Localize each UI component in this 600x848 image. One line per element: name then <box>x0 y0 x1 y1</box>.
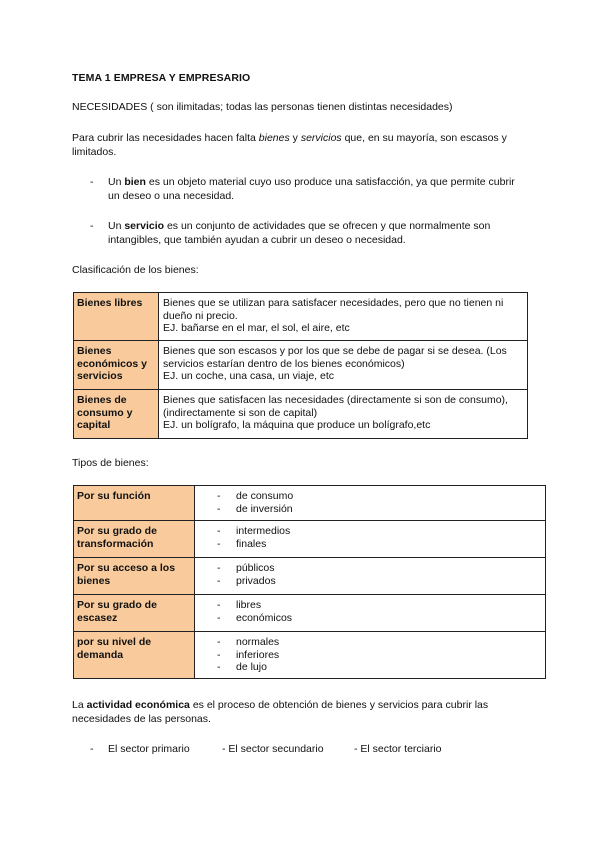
row-header: Por su grado de transformación <box>74 521 195 558</box>
clasificacion-label: Clasificación de los bienes: <box>72 264 199 276</box>
list-item: - finales <box>217 537 267 550</box>
list-item: - económicos <box>217 611 293 624</box>
row-content <box>159 341 528 390</box>
actividad-post: es el proceso de obtención de bienes y servicios para cubrir las necesidades de las personas. <box>72 699 489 725</box>
bullet-pre: Un <box>108 220 125 232</box>
row-header: Bienes libres <box>74 293 159 341</box>
cubrir-paragraph <box>72 131 532 159</box>
sector-secundario: - El sector secundario <box>222 743 324 755</box>
clasificacion-table <box>73 292 528 439</box>
sector-dash: - <box>90 743 94 755</box>
bullet-pre: Un <box>108 176 125 188</box>
row-content <box>195 486 546 521</box>
row-line: Bienes que satisfacen las necesidades (directamente si son de consumo),(indirectamente si son de capital) <box>163 394 508 419</box>
row-content <box>159 293 528 341</box>
list-item: - de lujo <box>217 661 267 673</box>
bullet-text <box>108 175 518 203</box>
actividad-term: actividad económica <box>86 699 190 711</box>
row-line: Bienes que son escasos y por los que se debe de pagar si se desea. (Los servicios estarían dentro de los bienes económicos) <box>163 345 507 370</box>
actividad-pre: La <box>72 699 87 711</box>
table-row <box>74 558 546 595</box>
table-row <box>74 293 528 341</box>
row-line: Bienes que se utilizan para satisfacer necesidades, pero que no tienen ni dueño ni precio. <box>163 297 504 322</box>
row-header: Bienes económicos y servicios <box>74 341 159 390</box>
row-content <box>195 558 546 595</box>
row-content <box>195 632 546 679</box>
sector-terciario: - El sector terciario <box>354 743 442 755</box>
list-item: - públicos <box>217 562 275 574</box>
row-content <box>195 595 546 632</box>
table-row <box>74 632 546 679</box>
row-header: por su nivel de demanda <box>74 632 195 679</box>
table-row <box>74 341 528 390</box>
row-header: Por su función <box>74 486 195 521</box>
table-row <box>74 595 546 632</box>
table-row <box>74 486 546 521</box>
bullet-text <box>108 219 518 247</box>
cubrir-y: y <box>289 132 301 144</box>
row-content <box>159 390 528 439</box>
row-line: EJ. un coche, una casa, un viaje, etc <box>163 370 335 382</box>
necesidades-paragraph: NECESIDADES ( son ilimitadas; todas las personas tienen distintas necesidades) <box>72 101 453 113</box>
list-item: - de inversión <box>217 502 293 515</box>
servicio-term: servicio <box>124 220 165 232</box>
row-header: Bienes de consumo y capital <box>74 390 159 439</box>
row-line: EJ. bañarse en el mar, el sol, el aire, etc <box>163 322 350 334</box>
list-item: - normales <box>217 636 280 648</box>
row-header: Por su grado de escasez <box>74 595 195 632</box>
row-line: EJ. un bolígrafo, la máquina que produce un bolígrafo,etc <box>163 419 431 431</box>
servicios-term: servicios <box>300 132 342 144</box>
list-item: - privados <box>217 574 276 587</box>
sector-primario: El sector primario <box>108 743 190 755</box>
list-item: - inferiores <box>217 648 280 661</box>
list-item: - libres <box>217 599 262 611</box>
tipos-label: Tipos de bienes: <box>72 457 149 469</box>
table-row <box>74 521 546 558</box>
document-title: TEMA 1 EMPRESA Y EMPRESARIO <box>72 72 251 84</box>
list-item: - de consumo <box>217 490 294 502</box>
row-header: Por su acceso a los bienes <box>74 558 195 595</box>
bullet-dash: - <box>90 220 94 232</box>
row-content <box>195 521 546 558</box>
actividad-paragraph <box>72 698 532 726</box>
tipos-table <box>73 485 546 679</box>
list-item: - intermedios <box>217 525 291 537</box>
bien-term: bien <box>124 176 146 188</box>
bullet-dash: - <box>90 176 94 188</box>
cubrir-post: que, en su mayoría, son escasos y limitados. <box>72 132 507 158</box>
bullet-post: es un conjunto de actividades que se ofrecen y que normalmente son intangibles, que también ayudan a cubrir un deseo o necesidad. <box>108 220 491 246</box>
bullet-post: es un objeto material cuyo uso produce una satisfacción, ya que permite cubrir un deseo o una necesidad. <box>108 176 515 202</box>
cubrir-pre: Para cubrir las necesidades hacen falta <box>72 132 259 144</box>
bienes-term: bienes <box>258 132 290 144</box>
table-row <box>74 390 528 439</box>
